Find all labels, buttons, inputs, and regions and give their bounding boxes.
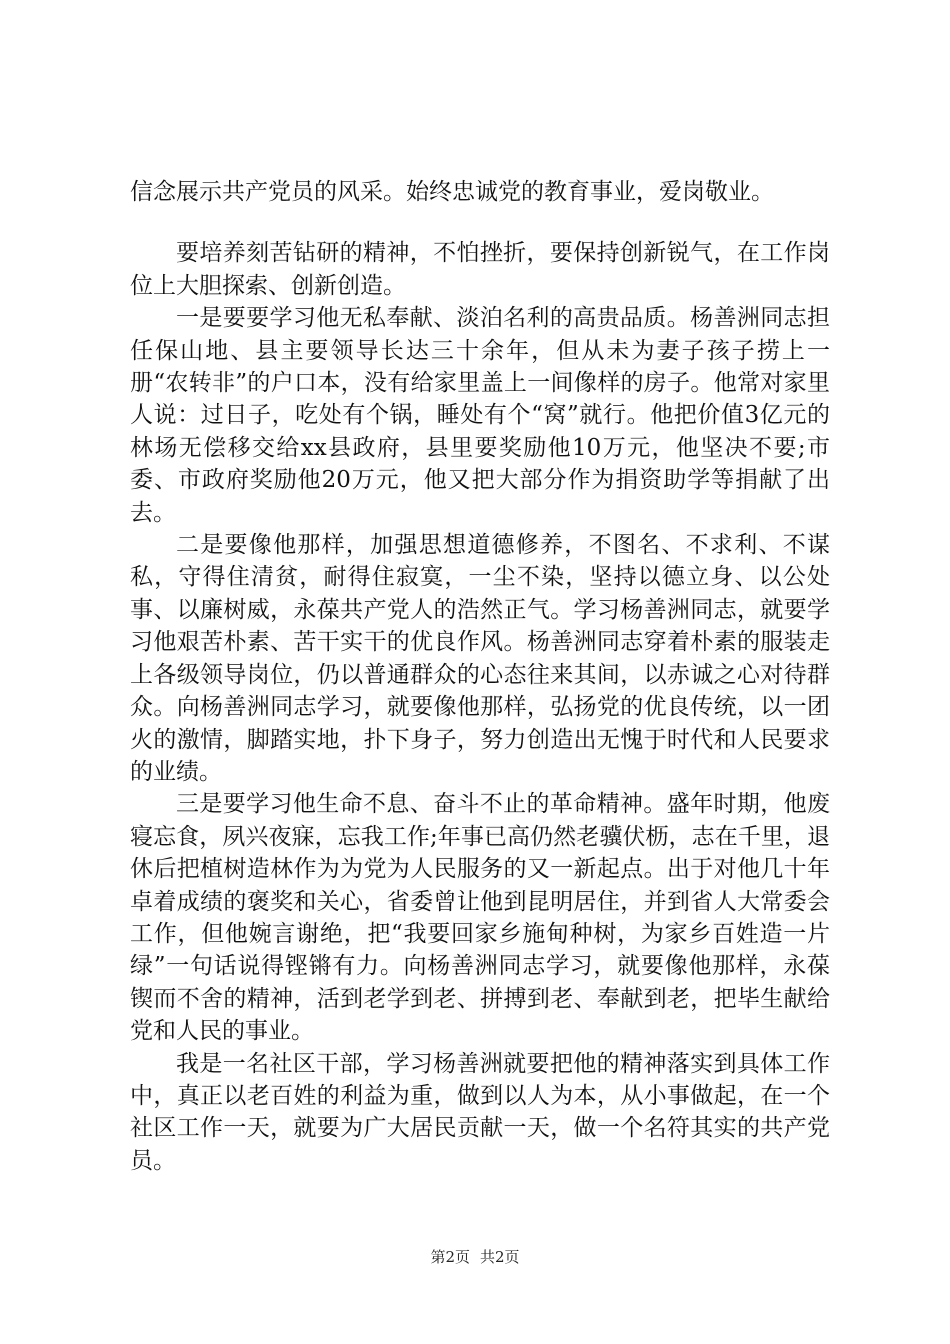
document-body [130, 176, 830, 1177]
page-number-total: 共2页 [480, 1248, 520, 1266]
paragraph-point-three: 三是要学习他生命不息、奋斗不止的革命精神。盛年时期，他废寝忘食，夙兴夜寐，忘我工作;年事已高仍然老骥伏枥，志在千里，退休后把植树造林作为为党为人民服务的又一新起点。出于对他几十年卓着成绩的褒奖和关心，省委曾让他到昆明居住，并到省人大常委会工作，但他婉言谢绝，把“我要回家乡施甸种树，为家乡百姓造一片绿”一句话说得铿锵有力。向杨善洲同志学习，就要像他那样，永葆锲而不舍的精神，活到老学到老、拼搏到老、奉献到老，把毕生献给党和人民的事业。 [130, 791, 830, 1045]
paragraph-innovation: 要培养刻苦钻研的精神，不怕挫折，要保持创新锐气，在工作岗位上大胆探索、创新创造。 [130, 240, 830, 299]
paragraph-conclusion: 我是一名社区干部，学习杨善洲就要把他的精神落实到具体工作中，真正以老百姓的利益为重，做到以人为本，从小事做起，在一个社区工作一天，就要为广大居民贡献一天，做一个名符其实的共产党员。 [130, 1050, 830, 1174]
paragraph-point-one: 一是要要学习他无私奉献、淡泊名利的高贵品质。杨善洲同志担任保山地、县主要领导长达三十余年，但从未为妻子孩子捞上一册“农转非”的户口本，没有给家里盖上一间像样的房子。他常对家里人说：过日子，吃处有个锅，睡处有个“窝”就行。他把价值3亿元的林场无偿移交给xx县政府，县里要奖励他10万元，他坚决不要;市委、市政府奖励他20万元，他又把大部分作为捐资助学等捐献了出去。 [130, 305, 830, 526]
paragraph-continued: 信念展示共产党员的风采。始终忠诚党的教育事业，爱岗敬业。 [130, 179, 774, 205]
page-number-current: 第2页 [430, 1248, 470, 1266]
page-footer [0, 1246, 950, 1267]
paragraph-point-two: 二是要像他那样，加强思想道德修养，不图名、不求利、不谋私，守得住清贫，耐得住寂寞，一尘不染，坚持以德立身、以公处事、以廉树威，永葆共产党人的浩然正气。学习杨善洲同志，就要学习他艰苦朴素、苦干实干的优良作风。杨善洲同志穿着朴素的服装走上各级领导岗位，仍以普通群众的心态往来其间，以赤诚之心对待群众。向杨善洲同志学习，就要像他那样，弘扬党的优良传统，以一团火的激情，脚踏实地，扑下身子，努力创造出无愧于时代和人民要求的业绩。 [130, 532, 830, 785]
